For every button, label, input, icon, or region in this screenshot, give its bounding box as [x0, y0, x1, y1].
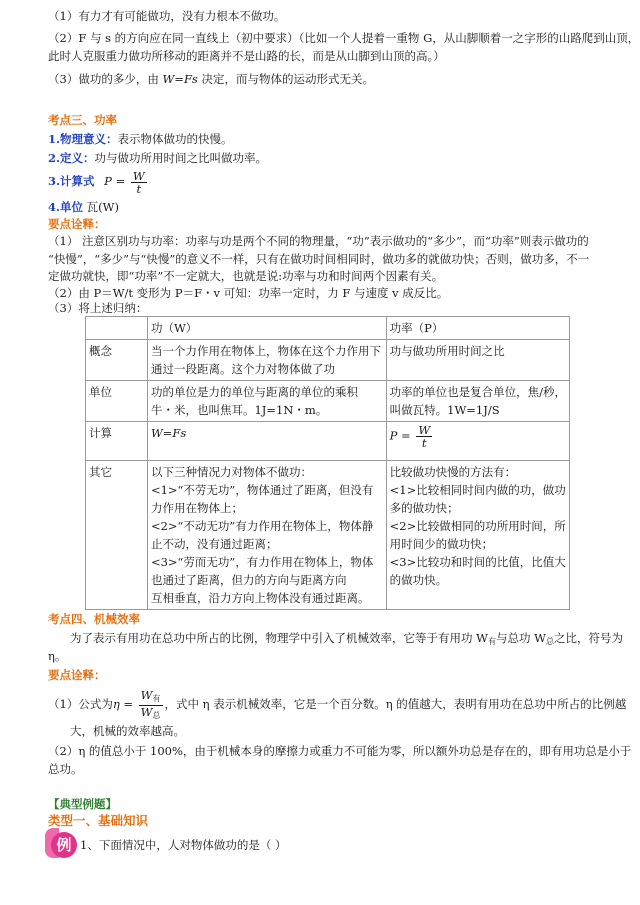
efficiency-intro-b: 与总功 W — [495, 631, 546, 645]
efficiency-formula-line — [48, 687, 626, 722]
cell-line: <1>比较相同时间内做的功，做功 — [389, 483, 566, 497]
note-line-4-c: 决定，而与物体的运动形式无关。 — [197, 72, 374, 86]
cell-line: 止不动，没有通过距离； — [150, 537, 278, 551]
power-meaning-label: 1.物理意义： — [48, 132, 118, 146]
power-note-1a: （1） 注意区别功与功率：功率与功是两个不同的物理量，“功”表示做功的“多少”，而“功率”则表示做功的 — [48, 234, 589, 248]
other-power-cell — [386, 461, 569, 610]
cell-line: <3>“劳而无功”，有力作用在物体上，物体 — [150, 555, 374, 569]
cell-line: 通过一段距离。这个力对物体做了功 — [150, 362, 335, 376]
power-definition-text: 功与做功所用时间之比叫做功率。 — [94, 151, 268, 165]
efficiency-symbol: η。 — [48, 649, 67, 663]
table-header-power: 功率（P） — [386, 317, 569, 340]
denominator-symbol: W — [140, 704, 153, 719]
cell-formula: W=Fs — [150, 426, 187, 440]
cell-line: <2>比较做相同的功所用时间，所 — [389, 519, 566, 533]
row-label-calc: 计算 — [86, 422, 148, 461]
table-row — [86, 381, 570, 422]
cell-line: 力作用在物体上； — [150, 501, 243, 515]
note-line-2: （2）F 与 s 的方向应在同一直线上（初中要求）（比如一个人提着一重物 G，从山脚顺着一之字形的山路爬到山顶， — [48, 31, 640, 45]
fraction-denominator — [139, 706, 163, 722]
efficiency-note-heading: 要点诠释： — [48, 668, 106, 682]
table-cell — [86, 317, 148, 340]
subscript-total: 总 — [545, 637, 554, 646]
power-note-3: （3）将上述归纳： — [48, 301, 148, 315]
cell-formula-fraction — [416, 424, 432, 449]
numerator-symbol: W — [140, 687, 153, 702]
fraction-denominator: t — [421, 436, 427, 450]
calc-power-cell — [386, 422, 569, 461]
concept-work-cell — [147, 340, 386, 381]
power-unit — [48, 199, 119, 215]
efficiency-formula-post: ，式中 η 表示机械效率，它是一个百分数。η 的值越大，表明有用功在总功中所占的比例越 — [164, 697, 627, 711]
power-definition-label: 2.定义： — [48, 151, 95, 165]
cell-line: 用时间少的做功快； — [389, 537, 494, 551]
unit-work-cell — [147, 381, 386, 422]
fraction-numerator — [139, 689, 163, 706]
power-formula — [48, 168, 149, 195]
power-formula-fraction — [131, 170, 147, 195]
cell-line: 的做功快。 — [389, 573, 448, 587]
efficiency-note-2a: （2）η 的值总小于 100%，由于机械本身的摩擦力或重力不可能为零，所以额外功总是存在的，即有用功总是小于 — [48, 744, 632, 758]
efficiency-formula-fraction — [139, 689, 163, 722]
work-power-table — [85, 316, 570, 610]
efficiency-formula-cont: 大，机械的效率越高。 — [70, 724, 185, 738]
table-row — [86, 461, 570, 610]
subscript-useful: 有 — [487, 637, 496, 646]
efficiency-intro-c: 之比，符号为 — [553, 631, 623, 645]
cell-line: 互相垂直，沿力方向上物体没有通过距离。 — [150, 591, 370, 605]
cell-line: 叫做瓦特。1W=1J/S — [389, 403, 500, 417]
concept-power-cell — [386, 340, 569, 381]
cell-line: 以下三种情况力对物体不做功： — [150, 465, 312, 479]
power-unit-label: 4.单位 — [48, 200, 84, 214]
power-note-1c: 定做功就快，即“功率”不一定就大，也就是说:功率与功和时间两个因素有关。 — [48, 269, 444, 283]
table-row — [86, 340, 570, 381]
note-line-4-a: （3）做功的多少，由 — [48, 72, 163, 86]
cell-line: 牛・米，也叫焦耳。1J=1N・m。 — [150, 403, 328, 417]
calc-work-cell — [147, 422, 386, 461]
row-label-concept: 概念 — [86, 340, 148, 381]
numerator-subscript: 有 — [152, 693, 161, 703]
fraction-numerator: W — [418, 423, 431, 437]
note-line-1: （1）有力才有可能做功，没有力根本不做功。 — [48, 9, 286, 23]
fraction-numerator: W — [132, 168, 145, 183]
cell-line: <2>“不动无功”有力作用在物体上，物体静 — [150, 519, 374, 533]
cell-line: <3>比较功和时间的比值，比值大 — [389, 555, 566, 569]
fraction-denominator: t — [136, 181, 142, 196]
power-meaning — [48, 131, 233, 147]
other-work-cell — [147, 461, 386, 610]
cell-line: 功的单位是力的单位与距离的单位的乘积 — [150, 385, 358, 399]
row-label-unit: 单位 — [86, 381, 148, 422]
cell-line: 也通过了距离，但力的方向与距离方向 — [150, 573, 347, 587]
cell-line: <1>“不劳无功”，物体通过了距离，但没有 — [150, 483, 374, 497]
cell-formula-lhs: P = — [389, 428, 411, 443]
power-formula-lhs: P = — [104, 174, 126, 188]
power-note-1b: “快慢”，“多少”与“快慢”的意义不一样，只有在做功时间相同时，做功多的就做功快；否则，做功多，不一 — [48, 252, 590, 266]
note-line-4 — [48, 71, 374, 87]
examples-heading: 【典型例题】 — [48, 797, 117, 811]
power-note-heading: 要点诠释： — [48, 217, 106, 231]
section-heading-power: 考点三、功率 — [48, 113, 117, 127]
table-header-work: 功（W） — [147, 317, 386, 340]
efficiency-intro-a: 为了表示有用功在总功中所占的比例，物理学中引入了机械效率，它等于有用功 W — [70, 631, 488, 645]
question-1: 1、下面情况中，人对物体做功的是（ ） — [80, 838, 287, 852]
cell-line: 比较做功快慢的方法有： — [389, 465, 517, 479]
power-definition — [48, 150, 267, 166]
cell-line: 当一个力作用在物体上，物体在这个力作用下 — [150, 344, 381, 358]
efficiency-note-2b: 总功。 — [48, 762, 83, 776]
power-formula-label: 3.计算式 — [48, 174, 95, 188]
work-formula: W=Fs — [162, 72, 198, 86]
row-label-other: 其它 — [86, 461, 148, 610]
unit-power-cell — [386, 381, 569, 422]
type-one-heading: 类型一、基础知识 — [48, 813, 149, 828]
power-note-2: （2）由 P＝W/t 变形为 P＝F・v 可知：功率一定时，力 F 与速度 v 成反比。 — [48, 286, 449, 300]
efficiency-formula-pre: （1）公式为 — [48, 697, 113, 711]
cell-line: 功率的单位也是复合单位，焦/秒， — [389, 385, 566, 399]
section-heading-efficiency: 考点四、机械效率 — [48, 612, 140, 626]
note-line-3: 此时人克服重力做功所移动的距离并不是山路的长，而是从山脚到山顶的高。） — [48, 49, 445, 63]
example-badge-icon: 例 — [51, 832, 77, 858]
table-row — [86, 422, 570, 461]
cell-line: 多的做功快； — [389, 501, 459, 515]
cell-line: 功与做功所用时间之比 — [389, 344, 505, 358]
efficiency-formula-lhs: η = — [112, 697, 134, 711]
power-unit-text: 瓦(W) — [86, 200, 119, 214]
table-row — [86, 317, 570, 340]
power-meaning-text: 表示物体做功的快慢。 — [117, 132, 233, 146]
efficiency-intro — [70, 630, 623, 650]
denominator-subscript: 总 — [152, 710, 161, 720]
